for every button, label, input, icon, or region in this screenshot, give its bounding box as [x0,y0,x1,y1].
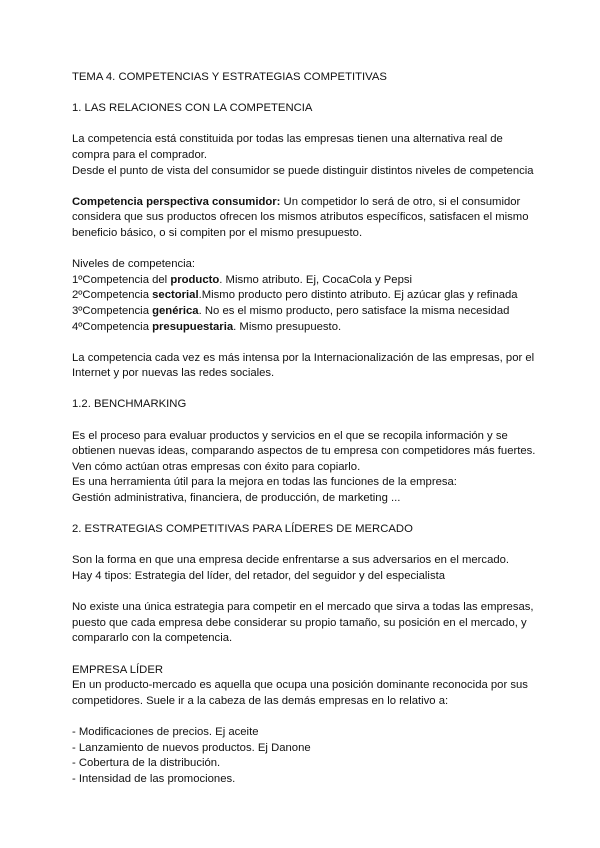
paragraph-line: No existe una única estrategia para competir en el mercado que sirva a todas las empresas, [72,601,534,614]
document-title: TEMA 4. COMPETENCIAS Y ESTRATEGIAS COMPETITIVAS [72,71,387,83]
paragraph-line: compararlo con la competencia. [72,632,233,645]
section-heading: 2. ESTRATEGIAS COMPETITIVAS PARA LÍDERES DE MERCADO [72,523,413,536]
paragraph-line [72,195,540,211]
list-item-text: 1ºCompetencia del [72,273,171,286]
document-body [72,70,540,787]
section-heading: 1. LAS RELACIONES CON LA COMPETENCIA [72,102,313,115]
section-heading: 1.2. BENCHMARKING [72,398,187,411]
paragraph-line: Es el proceso para evaluar productos y servicios en el que se recopila información y se [72,429,508,442]
paragraph-line: Son la forma en que una empresa decide enfrentarse a sus adversarios en el mercado. [72,554,510,567]
paragraph-line: Ven cómo actúan otras empresas con éxito para copiarlo. [72,460,361,473]
list-item [72,304,540,320]
list-item [72,273,540,289]
paragraph-line: Desde el punto de vista del consumidor se puede distinguir distintos niveles de competencia [72,164,534,177]
paragraph-line: compra para el comprador. [72,148,207,161]
paragraph-line: considera que sus productos ofrecen los mismos atributos específicos, satisfacen el mismo [72,211,529,224]
bullet-item: - Cobertura de la distribución. [72,757,221,770]
paragraph-line: beneficio básico, o si compiten por el mismo presupuesto. [72,226,363,239]
paragraph-line: Gestión administrativa, financiera, de producción, de marketing ... [72,492,401,505]
list-item-text: 4ºCompetencia [72,320,153,333]
list-item [72,320,540,336]
bold-term: presupuestaria [152,320,234,333]
bullet-item: - Modificaciones de precios. Ej aceite [72,725,259,738]
bullet-item: - Lanzamiento de nuevos productos. Ej Danone [72,741,311,754]
list-heading: Niveles de competencia: [72,258,196,271]
list-item-text: .Mismo producto pero distinto atributo. Ej azúcar glas y refinada [198,289,518,302]
list-item-text: . No es el mismo producto, pero satisface la misma necesidad [198,304,510,317]
paragraph-line: Es una herramienta útil para la mejora en todas las funciones de la empresa: [72,476,457,489]
paragraph-line: En un producto-mercado es aquella que ocupa una posición dominante reconocida por sus [72,679,528,692]
paragraph-line: competidores. Suele ir a la cabeza de las demás empresas en lo relativo a: [72,694,449,707]
list-item-text: 2ºCompetencia [72,289,153,302]
paragraph-line: puesto que cada empresa debe considerar su propio tamaño, su posición en el mercado, y [72,616,527,629]
paragraph-line: Hay 4 tipos: Estrategia del líder, del retador, del seguidor y del especialista [72,570,446,582]
list-item-text: 3ºCompetencia [72,304,153,317]
subsection-heading: EMPRESA LÍDER [72,663,164,676]
paragraph-line: La competencia está constituida por todas las empresas tienen una alternativa real de [72,133,503,146]
paragraph-line: Internet y por nuevas las redes sociales. [72,367,275,380]
bullet-item: - Intensidad de las promociones. [72,772,236,785]
list-item-text: . Mismo presupuesto. [233,320,342,333]
bold-term: producto [170,273,220,286]
paragraph-line: obtienen nuevas ideas, comparando aspectos de tu empresa con competidores más fuertes. [72,445,536,458]
bold-term: genérica [152,304,199,317]
list-item-text: . Mismo atributo. Ej, CocaCola y Pepsi [219,273,413,286]
paragraph-text: Un competidor lo será de otro, si el consumidor [280,195,521,208]
list-item [72,288,540,304]
bold-term: Competencia perspectiva consumidor: [72,195,281,208]
paragraph-line: La competencia cada vez es más intensa por la Internacionalización de las empresas, por el [72,351,535,364]
bold-term: sectorial [152,289,199,302]
